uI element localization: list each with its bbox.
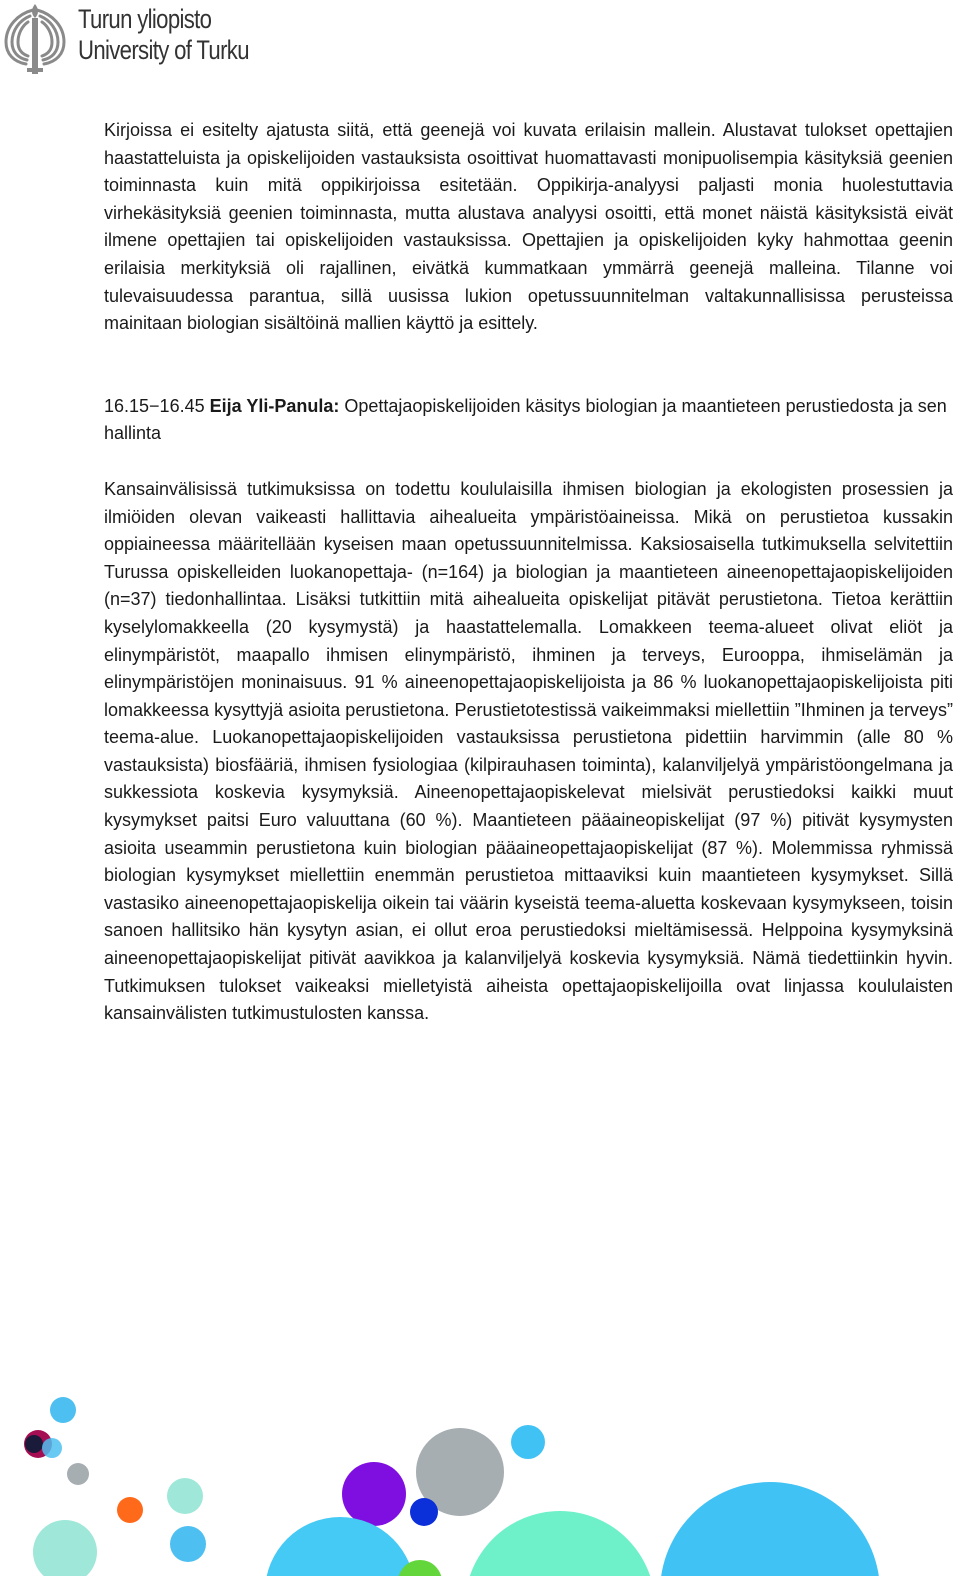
university-torch-emblem-icon bbox=[0, 0, 70, 80]
university-name bbox=[78, 4, 249, 66]
document-body bbox=[104, 117, 953, 1028]
session-title: Opettajaopiskelijoiden käsitys biologian ja maantieteen perustiedosta ja sen hallinta bbox=[104, 395, 947, 444]
session-time: 16.15−16.45 bbox=[104, 395, 205, 416]
header bbox=[0, 0, 300, 80]
decorative-circles-icon bbox=[0, 1376, 960, 1576]
university-name-english: University of Turku bbox=[78, 35, 249, 65]
intro-paragraph: Kirjoissa ei esitelty ajatusta siitä, että geenejä voi kuvata erilaisin mallein. Alustavat tulokset opettajien haastatteluista ja opiskelijoiden vastauksista osoittivat huomattavasti monipuolisempia käsityksiä geenien toiminnasta kuin mitä oppikirjoissa esitetään. Oppikirja-analyysi paljasti monia huolestuttavia virhekäsityksiä geenien toiminnasta, mutta alustava analyysi osoitti, että monet näistä käsityksistä eivät ilmene opettajien tai opiskelijoiden vastauksissa. Opettajien ja opiskelijoiden kyky hahmottaa geenin erilaisia merkityksiä oli rajallinen, eivätkä kummatkaan ymmärrä geenejä malleina. Tilanne voi tulevaisuudessa parantua, sillä uusissa lukion opetussuunnitelman valtakunnallisissa perusteissa mainitaan biologian sisältöinä mallien käyttö ja esittely. bbox=[104, 120, 953, 334]
session-speaker: Eija Yli-Panula: bbox=[209, 395, 340, 416]
abstract-paragraph: Kansainvälisissä tutkimuksissa on todettu koululaisilla ihmisen biologian ja ekologisten prosessien ja ilmiöiden olevan vaikeasti hallittavia aihealueita ympäristöaineissa. Mikä on perustietoa kussakin oppiaineessa määritellään kyseisen maan opetussuunnitelmissa. Kaksiosaisella tutkimuksella selvitettiin Turussa opiskelleiden luokanopettaja- (n=164) ja biologian ja maantieteen aineenopettajaopiskelijoiden (n=37) tiedonhallintaa. Lisäksi tutkittiin mitä aihealueita opiskelijat pitävät perustietona. Tietoa kerättiin kyselylomakkeella (20 kysymystä) ja haastattelemalla. Lomakkeen teema-alueet olivat eliöt ja elinympäristöt, maapallo ihmisen elinympäristö, ihminen ja terveys, Eurooppa, ihmiselämän ja elinympäristöjen moninaisuus. 91 % aineenopettajaopiskelijoista ja 86 % luokanopettajaopiskelijoista piti lomakkeessa kysyttyjä asioita perustietona. Perustietotestissä vaikeimmaksi miellettiin ”Ihminen ja terveys” teema-alue. Luokanopettajaopiskelijoiden vastauksissa perustietona pidettiin harvimmin (alle 80 % vastauksista) biosfääriä, ihmisen fysiologiaa (kilpirauhasen toiminta), kalanviljelyä ympäristöongelmana ja sukkessiota koskevia kysymyksiä. Aineenopettajaopiskelevat mielsivät perustiedoksi kaikki muut kysymykset paitsi Euro valuuttana (60 %). Maantieteen pääaineopiskelijat (97 %) pitivät kysymysten asioita useammin perustietona kuin biologian pääaineopettajaopiskelijat (87 %). Molemmissa ryhmissä biologian kysymykset miellettiin enemmän perustietoa mittaaviksi kuin maantieteen kysymykset. Sillä vastasiko aineenopettajaopiskelija oikein tai väärin kyseistä teema-aluetta koskevaan kysymykseen, toisin sanoen hallitsiko hän kysytyn asian, ei ollut eroa perustiedoksi mieltämisessä. Helppoina kysymyksinä aineenopettajaopiskelijat pitivät aavikkoa ja kalanviljelyä koskevia kysymyksiä. Nämä tiedettiinkin hyvin. Tutkimuksen tulokset vaikeaksi mielletyistä aiheista opettajaopiskelijoilla ovat linjassa koululaisten kansainvälisten tutkimustulosten kanssa. bbox=[104, 478, 953, 1024]
university-name-finnish: Turun yliopisto bbox=[78, 4, 212, 34]
session-heading bbox=[104, 393, 953, 448]
